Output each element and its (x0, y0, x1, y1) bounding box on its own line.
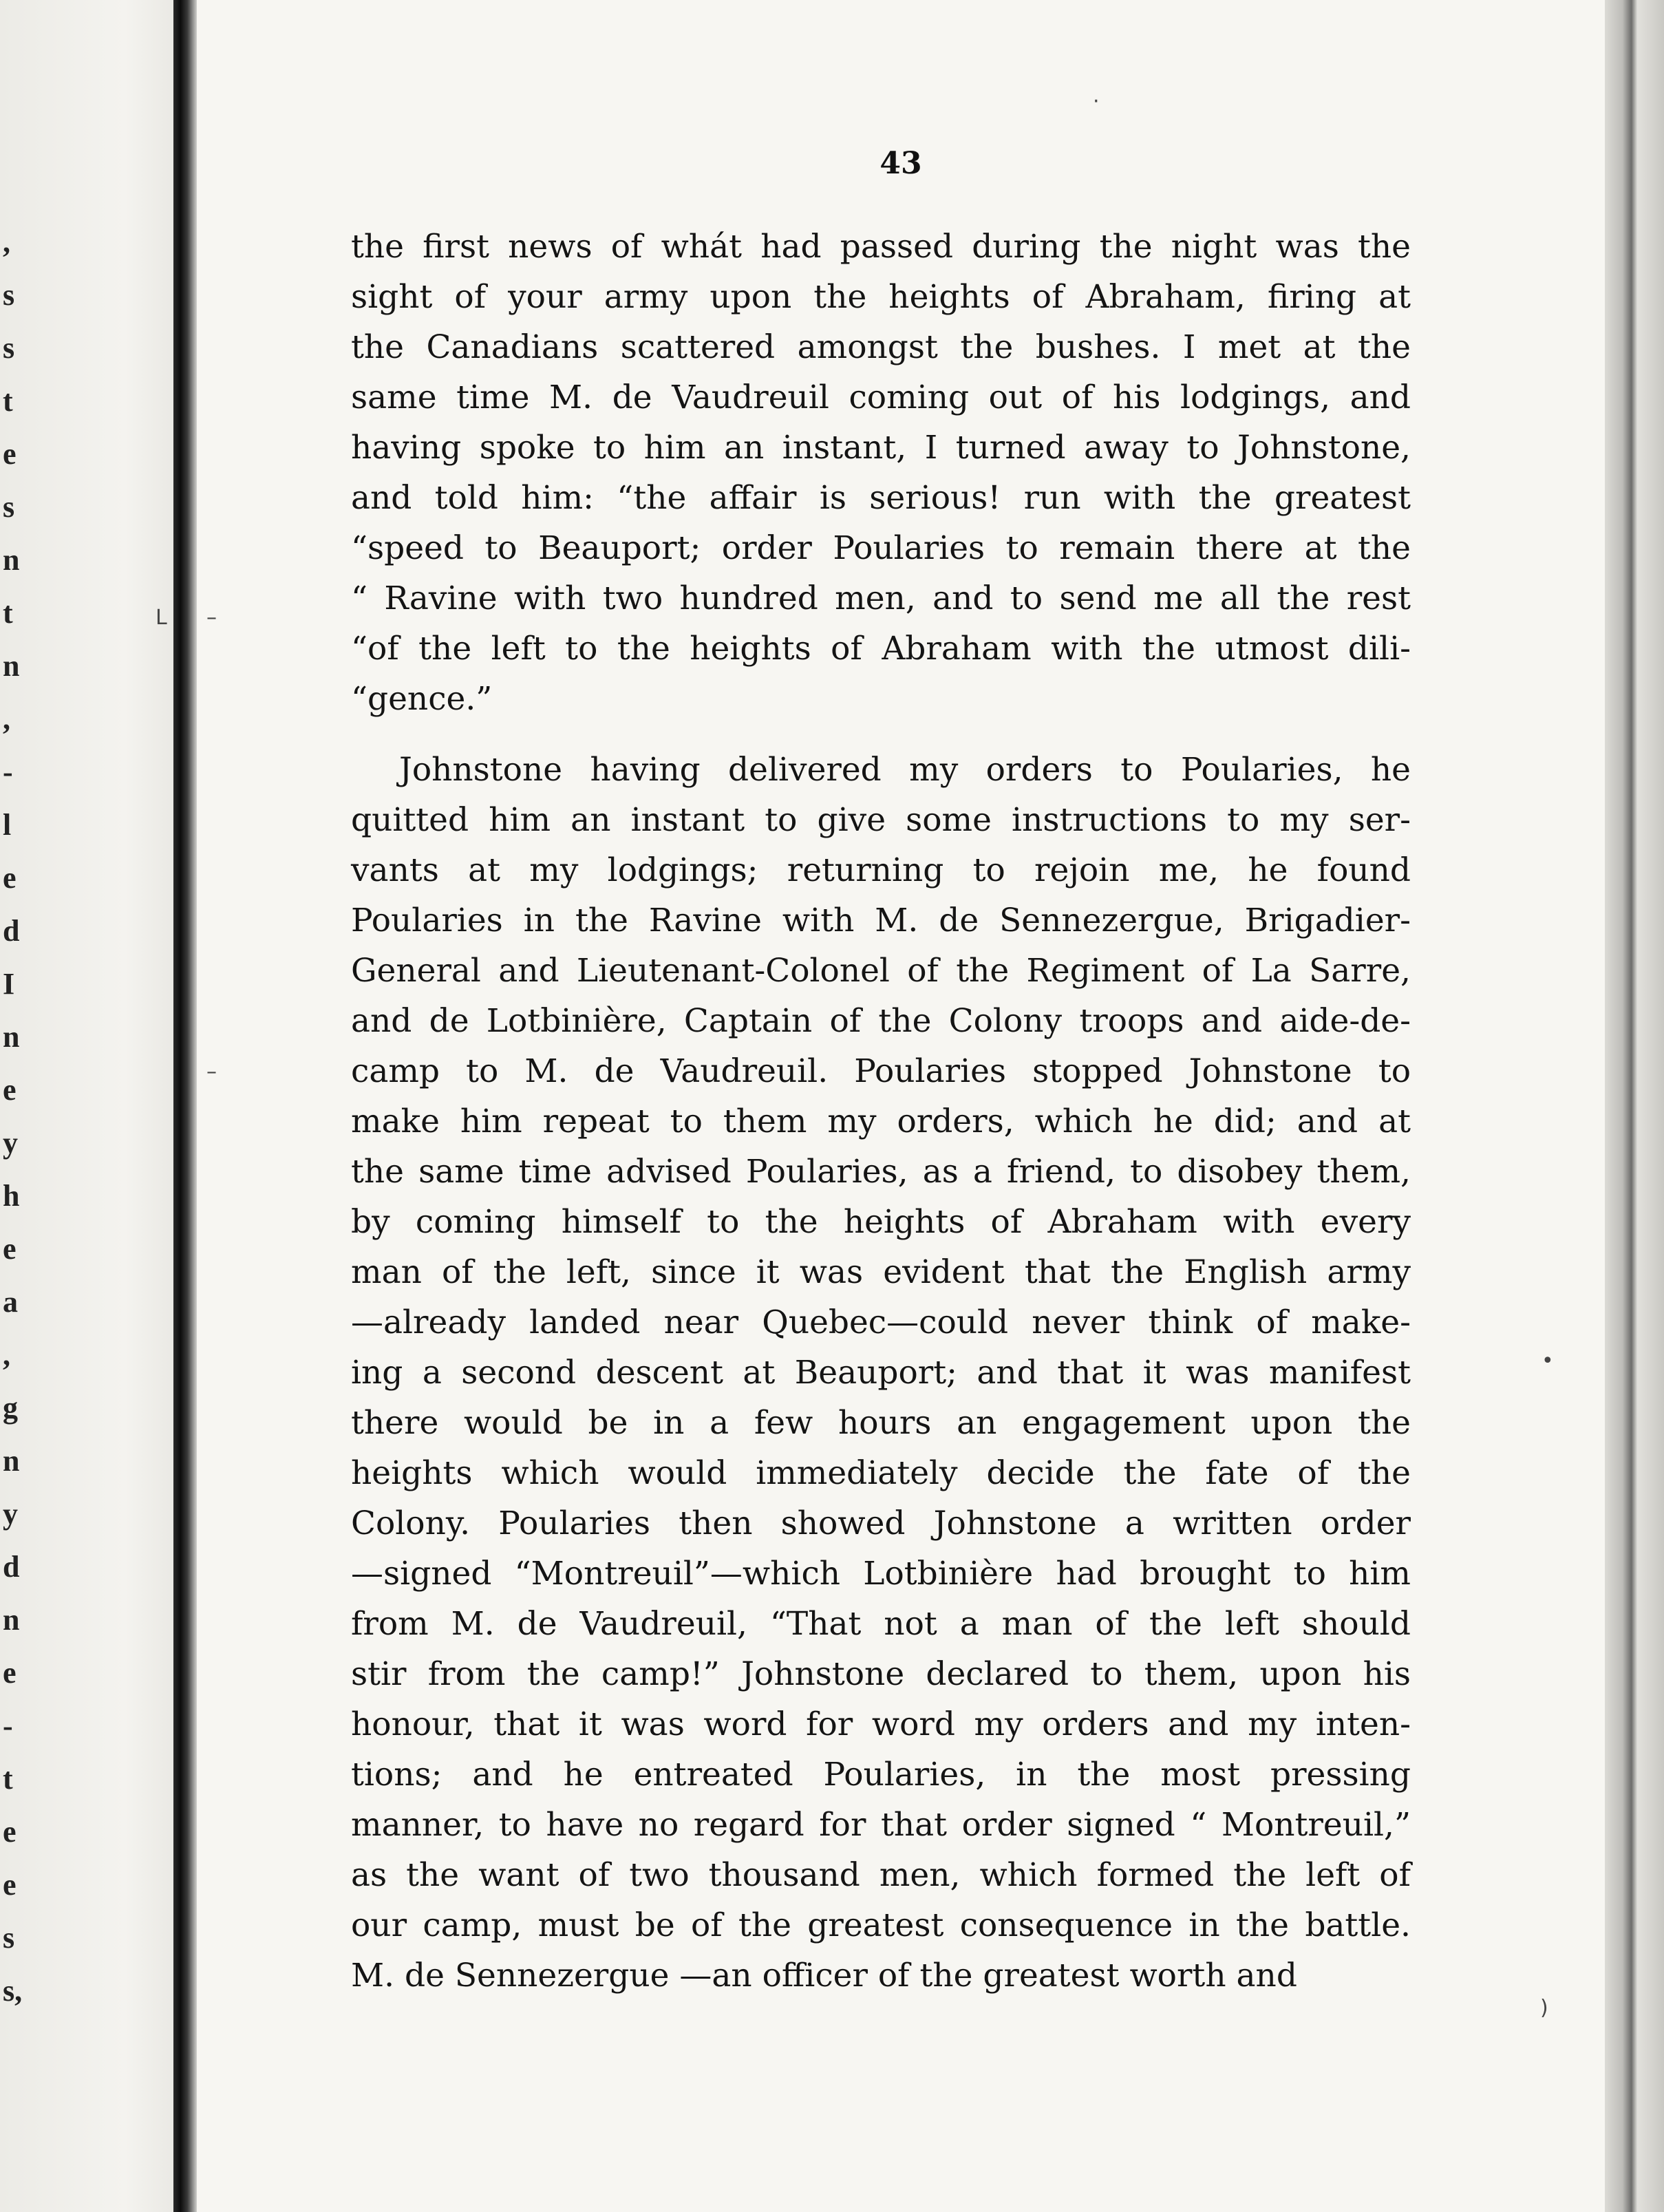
text-line: as the want of two thousand men, which formed the left of (351, 1856, 1411, 1894)
facing-page-char: s (3, 331, 15, 365)
text-line: make him repeat to them my orders, which he did; and at (351, 1103, 1411, 1140)
margin-mark: · (1093, 89, 1100, 114)
facing-page-char: e (3, 1073, 17, 1107)
facing-page-edge (0, 0, 179, 2212)
facing-page-char: e (3, 1656, 17, 1690)
paragraph-1 (351, 222, 1411, 724)
facing-page-char: s (3, 278, 15, 312)
text-line: the same time advised Poularies, as a friend, to disobey them, (351, 1153, 1411, 1191)
facing-page-char: a (3, 1285, 18, 1319)
text-line: vants at my lodgings; returning to rejoin me, he found (351, 851, 1411, 889)
text-line: the Canadians scattered amongst the bushes. I met at the (351, 328, 1411, 366)
facing-page-fragments (0, 0, 28, 2212)
facing-page-char: n (3, 649, 20, 683)
facing-page-char: l (3, 808, 12, 842)
page-number: 43 (879, 146, 922, 181)
text-line: honour, that it was word for word my orders and my inten- (351, 1705, 1411, 1743)
facing-page-char: e (3, 1232, 17, 1266)
book-gutter (173, 0, 197, 2212)
facing-page-char: h (3, 1179, 20, 1213)
text-line: Poularies in the Ravine with M. de Sennezergue, Brigadier- (351, 902, 1411, 939)
text-line: General and Lieutenant-Colonel of the Regiment of La Sarre, (351, 952, 1411, 990)
facing-page-char: e (3, 1868, 17, 1902)
facing-page-char: y (3, 1497, 18, 1531)
text-line: and told him: “the affair is serious! run with the greatest (351, 479, 1411, 517)
facing-page-char: g (3, 1391, 18, 1425)
text-line: —already landed near Quebec—could never think of make- (351, 1304, 1411, 1341)
facing-page-char: e (3, 1815, 17, 1849)
facing-page-char: s (3, 1921, 15, 1955)
text-line: “of the left to the heights of Abraham with the utmost dili- (351, 630, 1411, 668)
text-line: our camp, must be of the greatest consequence in the battle. (351, 1906, 1411, 1944)
text-line: the first news of whát had passed during the night was the (351, 228, 1411, 266)
facing-page-char: s, (3, 1974, 23, 2008)
facing-page-char: n (3, 1603, 20, 1637)
text-line: quitted him an instant to give some instructions to my ser- (351, 801, 1411, 839)
text-line: “speed to Beauport; order Poularies to remain there at the (351, 529, 1411, 567)
text-line: —signed “Montreuil”—which Lotbinière had brought to him (351, 1555, 1411, 1593)
text-line: sight of your army upon the heights of Abraham, firing at (351, 278, 1411, 316)
facing-page-char: t (3, 384, 13, 418)
text-line: camp to M. de Vaudreuil. Poularies stopped Johnstone to (351, 1052, 1411, 1090)
facing-page-char: - (3, 1709, 13, 1743)
text-line: heights which would immediately decide the fate of the (351, 1454, 1411, 1492)
facing-page-char: e (3, 437, 17, 471)
facing-page-char: t (3, 596, 13, 630)
text-line: “ Ravine with two hundred men, and to send me all the rest (351, 579, 1411, 617)
text-line: “gence.” (351, 680, 493, 718)
facing-page-char: , (3, 225, 10, 259)
text-line: Colony. Poularies then showed Johnstone a written order (351, 1504, 1411, 1542)
facing-page-char: t (3, 1762, 13, 1796)
text-line: ing a second descent at Beauport; and that it was manifest (351, 1354, 1411, 1392)
text-line: man of the left, since it was evident that the English army (351, 1253, 1411, 1291)
facing-page-char: s (3, 490, 15, 524)
facing-page-char: , (3, 702, 10, 736)
text-line: having spoke to him an instant, I turned away to Johnstone, (351, 429, 1411, 467)
text-line: by coming himself to the heights of Abraham with every (351, 1203, 1411, 1241)
body-text (351, 222, 1411, 2001)
facing-page-char: n (3, 1020, 20, 1054)
text-line: and de Lotbinière, Captain of the Colony troops and aide-de- (351, 1002, 1411, 1040)
margin-mark: • (1542, 1349, 1554, 1373)
page-right-edge (1605, 0, 1664, 2212)
paragraph-2 (351, 745, 1411, 2001)
text-line: same time M. de Vaudreuil coming out of his lodgings, and (351, 379, 1411, 416)
facing-page-char: n (3, 1444, 20, 1478)
text-line: M. de Sennezergue —an officer of the greatest worth and (351, 1957, 1297, 1995)
text-line: from M. de Vaudreuil, “That not a man of the left should (351, 1605, 1411, 1643)
margin-mark: – (206, 606, 217, 630)
margin-mark: L (156, 606, 167, 630)
facing-page-char: e (3, 861, 17, 895)
text-line: stir from the camp!” Johnstone declared to them, upon his (351, 1655, 1411, 1693)
facing-page-char: d (3, 914, 20, 948)
margin-mark: – (206, 1060, 217, 1084)
text-line: tions; and he entreated Poularies, in the most pressing (351, 1756, 1411, 1794)
facing-page-char: - (3, 755, 13, 789)
text-line: manner, to have no regard for that order signed “ Montreuil,” (351, 1806, 1411, 1844)
facing-page-char: d (3, 1550, 20, 1584)
facing-page-char: , (3, 1338, 10, 1372)
text-line: Johnstone having delivered my orders to Poularies, he (399, 751, 1411, 789)
facing-page-char: n (3, 543, 20, 577)
margin-mark: ) (1540, 1996, 1548, 2020)
facing-page-char: y (3, 1126, 18, 1160)
facing-page-char: I (3, 967, 15, 1001)
text-line: there would be in a few hours an engagement upon the (351, 1404, 1411, 1442)
